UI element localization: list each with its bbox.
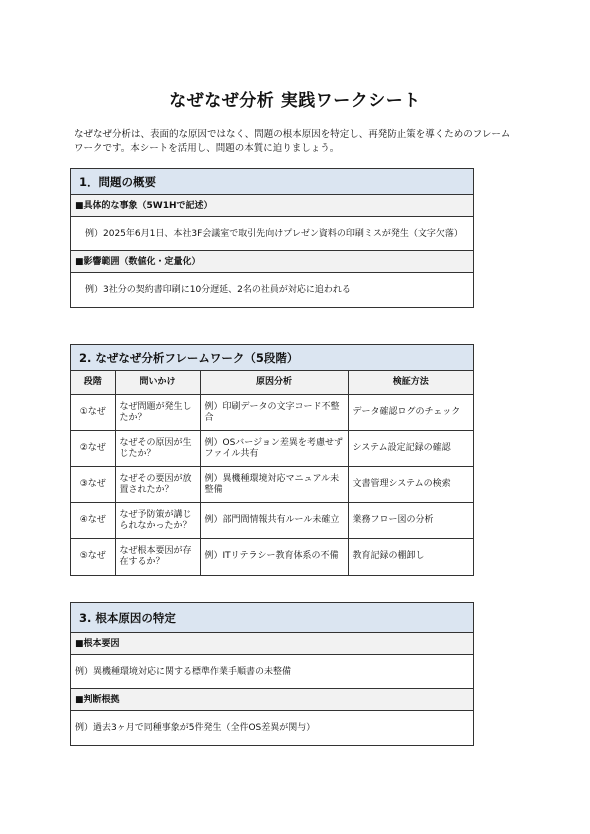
col-header-cause: 原因分析: [200, 371, 348, 395]
table-header-row: [71, 371, 473, 395]
basis-value: 例）過去3ヶ月で同種事象が5件発生（全件OS差異が関与）: [75, 723, 316, 733]
root-cause-text: [71, 655, 473, 689]
impact-text: [71, 273, 473, 307]
question-cell: なぜ予防策が講じられなかったか？: [115, 503, 200, 539]
col-header-verification: 検証方法: [348, 371, 473, 395]
impact-label: ■影響範囲（数値化・定量化）: [71, 251, 473, 273]
stage-cell: ②なぜ: [71, 431, 115, 467]
cause-cell: 例）ITリテラシー教育体系の不備: [200, 539, 348, 575]
verification-cell: 業務フロー図の分析: [348, 503, 473, 539]
section2-heading: 2. なぜなぜ分析フレームワーク（5段階）: [71, 345, 473, 371]
event-text: [71, 217, 473, 251]
impact-text-value: 例）3社分の契約書印刷に10分遅延、2名の社員が対応に追われる: [85, 285, 351, 295]
stage-cell: ③なぜ: [71, 467, 115, 503]
root-cause-label: ■根本要因: [71, 633, 473, 655]
section-problem-overview: [70, 168, 474, 308]
col-header-stage: 段階: [71, 371, 115, 395]
table-row: [71, 395, 473, 431]
cause-cell: 例）OSバージョン差異を考慮せずファイル共有: [200, 431, 348, 467]
verification-cell: システム設定記録の確認: [348, 431, 473, 467]
col-header-question: 問いかけ: [115, 371, 200, 395]
question-cell: なぜその要因が放置されたか？: [115, 467, 200, 503]
section1-heading: 1．問題の概要: [71, 169, 473, 195]
stage-cell: ①なぜ: [71, 395, 115, 431]
table-row: [71, 467, 473, 503]
verification-cell: 教育記録の棚卸し: [348, 539, 473, 575]
page-title: なぜなぜ分析 実践ワークシート: [169, 91, 421, 111]
question-cell: なぜ根本要因が存在するか？: [115, 539, 200, 575]
section3-heading: 3. 根本原因の特定: [71, 603, 473, 633]
question-cell: なぜその原因が生じたか？: [115, 431, 200, 467]
verification-cell: 文書管理システムの検索: [348, 467, 473, 503]
cause-cell: 例）印刷データの文字コード不整合: [200, 395, 348, 431]
event-text-value: 例）2025年6月1日、本社3F会議室で取引先向けプレゼン資料の印刷ミスが発生（文字欠落）: [85, 228, 463, 239]
stage-cell: ⑤なぜ: [71, 539, 115, 575]
section-root-cause: [70, 602, 474, 746]
event-label: ■具体的な事象（5W1Hで記述）: [71, 195, 473, 217]
root-cause-value: 例）異機種環境対応に関する標準作業手順書の未整備: [75, 666, 292, 677]
table-row: [71, 503, 473, 539]
basis-label: ■判断根拠: [71, 689, 473, 711]
basis-text: [71, 711, 473, 745]
stage-cell: ④なぜ: [71, 503, 115, 539]
section-why-framework: [70, 344, 474, 576]
cause-cell: 例）部門間情報共有ルール未確立: [200, 503, 348, 539]
why-analysis-table: [71, 371, 473, 575]
verification-cell: データ確認ログのチェック: [348, 395, 473, 431]
table-row: [71, 431, 473, 467]
intro-paragraph: なぜなぜ分析は、表面的な原因ではなく、問題の根本原因を特定し、再発防止策を導くためのフレームワークです。本シートを活用し、問題の本質に迫りましょう。: [74, 129, 511, 154]
table-row: [71, 539, 473, 575]
cause-cell: 例）異機種環境対応マニュアル未整備: [200, 467, 348, 503]
question-cell: なぜ問題が発生したか？: [115, 395, 200, 431]
